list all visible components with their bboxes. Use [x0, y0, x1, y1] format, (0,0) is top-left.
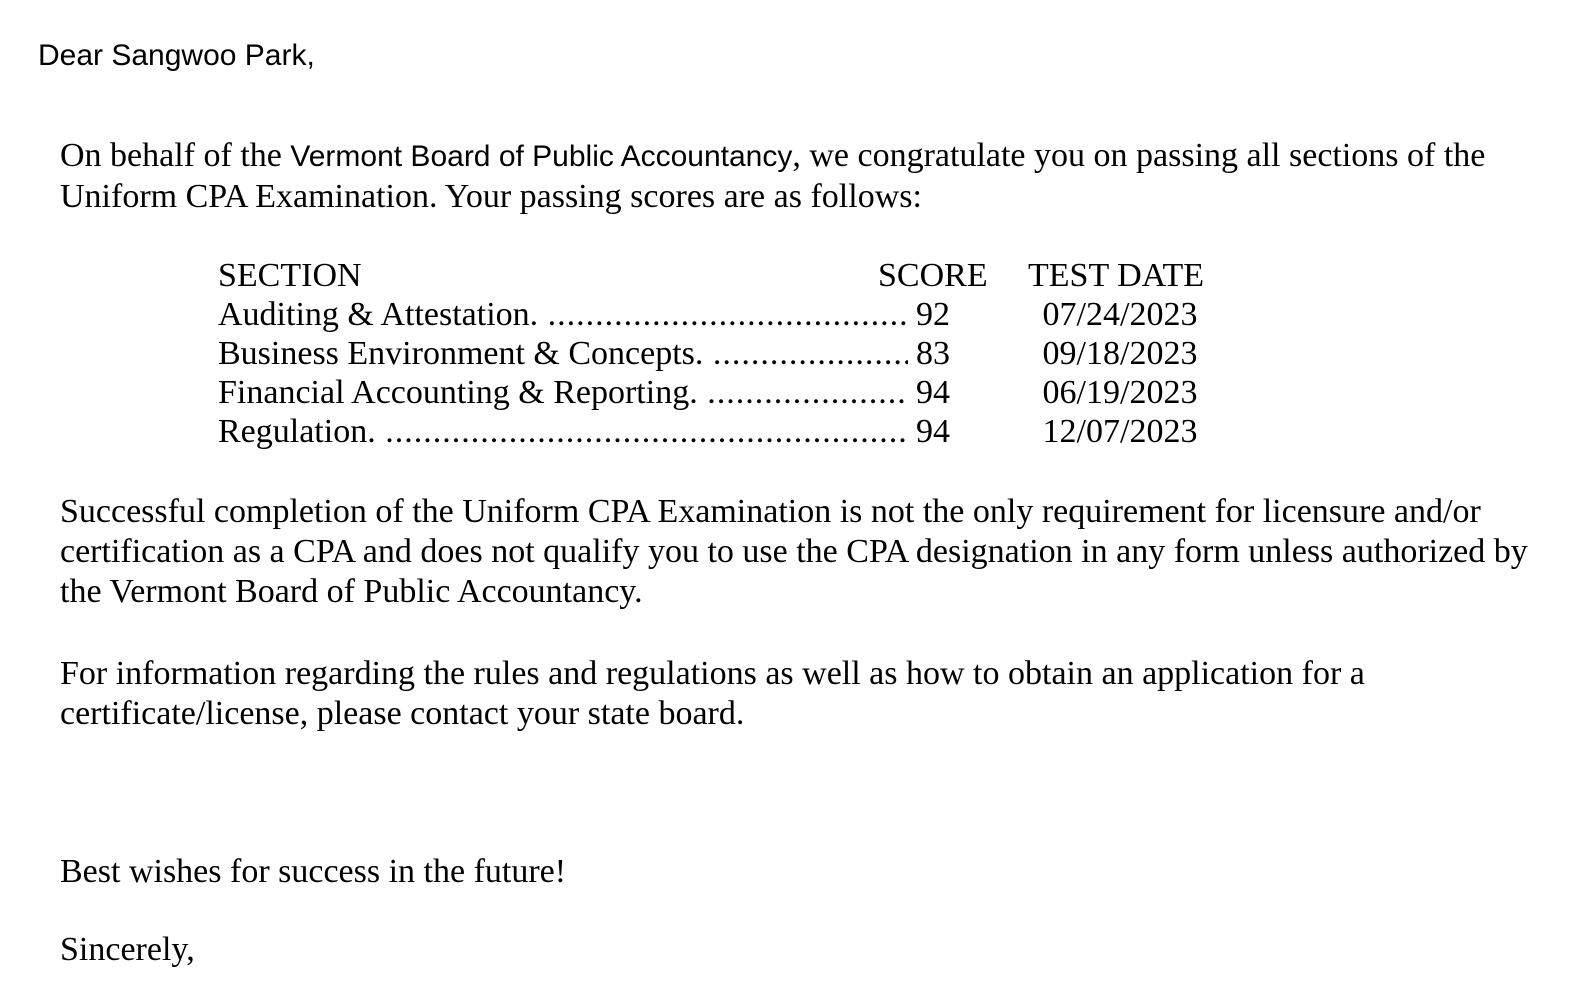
intro-paragraph — [60, 136, 1540, 217]
section-label: Auditing & Attestation. ..... — [218, 296, 950, 333]
section-name — [218, 295, 950, 334]
section-label: Financial Accounting & Reporting. ..... — [218, 374, 950, 411]
section-label: Business Environment & Concepts. ..... — [218, 335, 950, 372]
section-test-date: 09/18/2023 — [1042, 335, 1198, 372]
organization-name: Vermont Board of Public Accountancy — [290, 140, 793, 173]
section-score: 94 — [908, 373, 950, 412]
intro-text-before-org: On behalf of the — [60, 137, 291, 174]
section-test-date: 12/07/2023 — [1042, 413, 1198, 450]
section-name — [218, 373, 950, 412]
section-name — [218, 334, 950, 373]
score-row — [218, 373, 1218, 412]
sign-off: Sincerely, — [60, 931, 195, 968]
score-row — [218, 295, 1218, 334]
score-table — [218, 256, 1218, 451]
section-score: 92 — [908, 295, 950, 334]
section-score: 83 — [908, 334, 950, 373]
score-header: SCORE — [878, 257, 988, 294]
section-test-date: 07/24/2023 — [1042, 296, 1198, 333]
score-row — [218, 334, 1218, 373]
section-test-date: 06/19/2023 — [1042, 374, 1198, 411]
section-score: 94 — [908, 412, 950, 451]
greeting: Dear Sangwoo Park, — [38, 39, 315, 72]
completion-notice-paragraph: Successful completion of the Uniform CPA Examination is not the only requirement for licensure and/or certification as a CPA and does not qualify you to use the CPA designation in any form unless authorized by the Vermont Board of Public Accountancy. — [60, 493, 1528, 610]
section-label: Regulation. ..... — [218, 413, 950, 450]
information-paragraph: For information regarding the rules and regulations as well as how to obtain an application for a certificate/license, please contact your state board. — [60, 655, 1365, 732]
score-row — [218, 412, 1218, 451]
closing-wish: Best wishes for success in the future! — [60, 853, 567, 890]
intro-text-after-org: , we congratulate you on passing all sections of the Uniform CPA Examination. Your passing scores are as follows: — [60, 137, 1486, 215]
score-table-header — [218, 256, 1218, 295]
section-header: SECTION — [218, 257, 362, 294]
test-date-header: TEST DATE — [1028, 257, 1204, 294]
section-name — [218, 412, 950, 451]
